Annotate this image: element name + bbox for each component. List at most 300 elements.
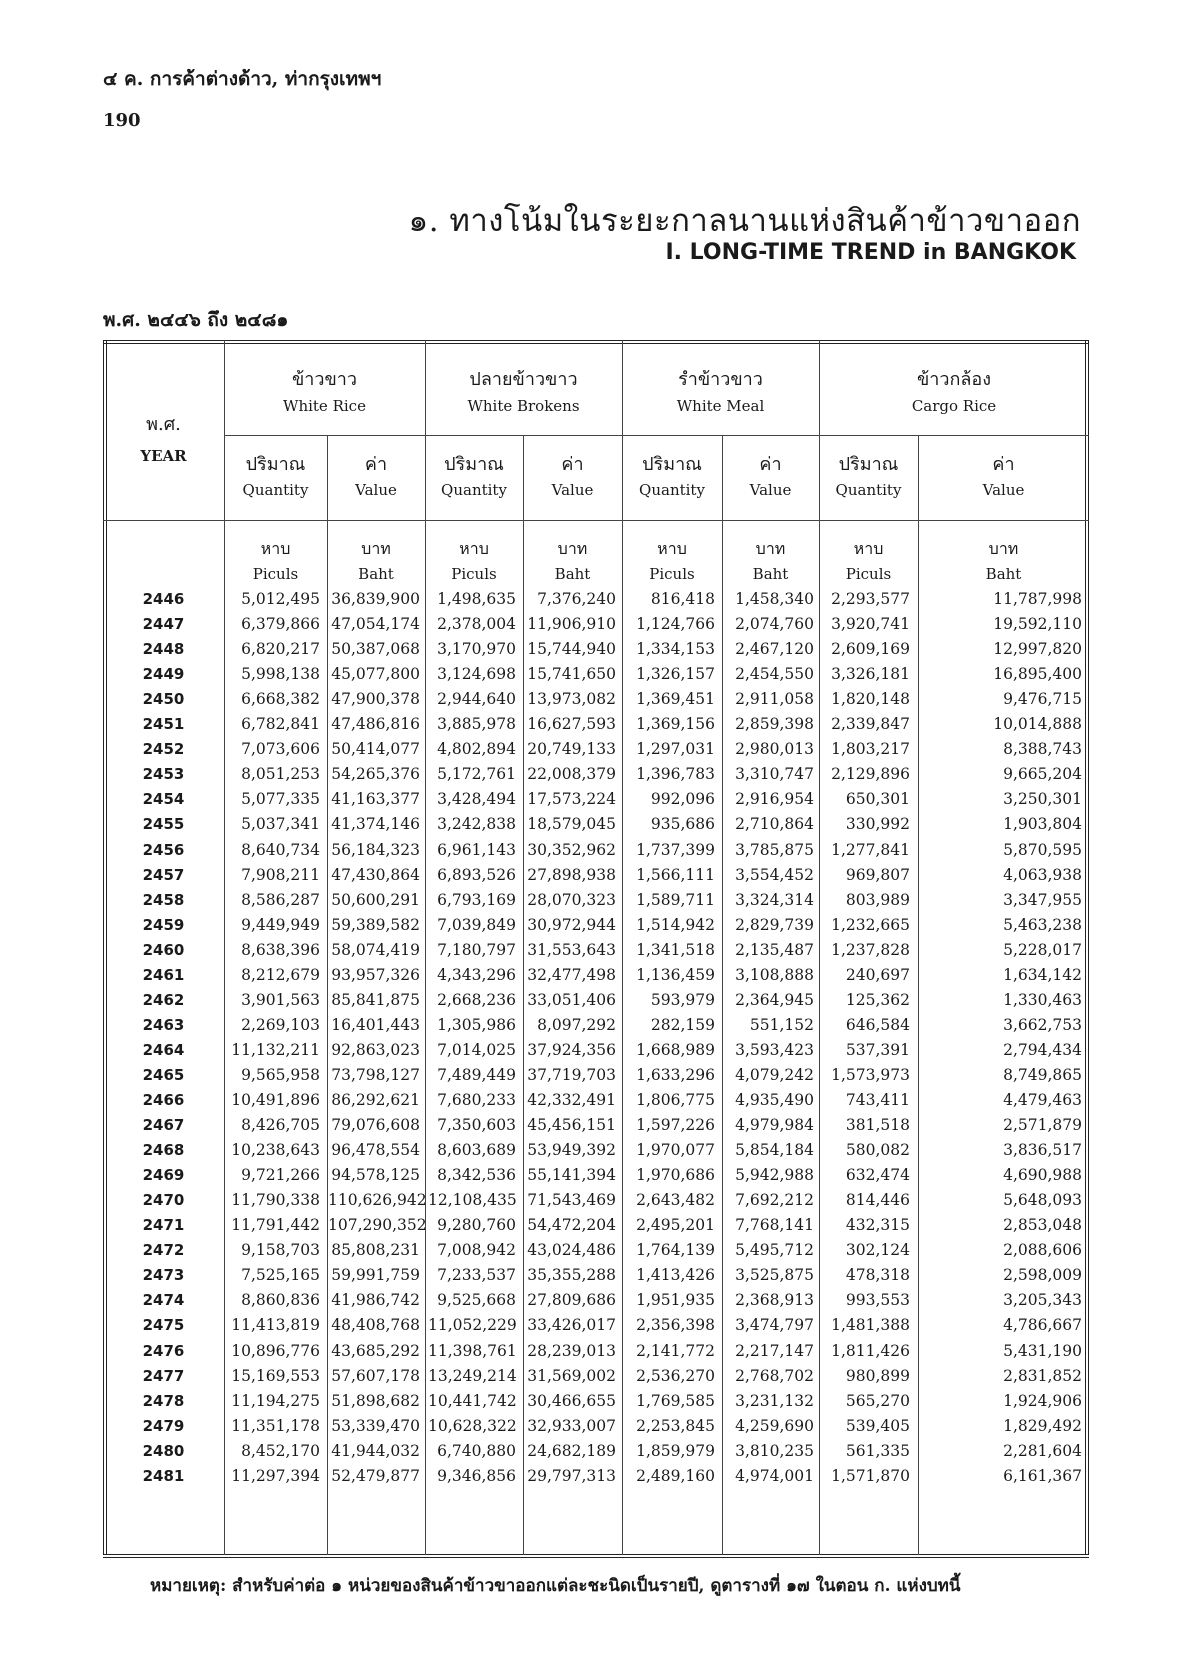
- unit-value-english: Baht: [985, 565, 1022, 583]
- table-cell: 52,479,877: [331, 1466, 420, 1485]
- table-cell: 30,972,944: [527, 915, 616, 934]
- table-cell: 19,592,110: [993, 615, 1082, 634]
- table-cell: 53,949,392: [527, 1141, 616, 1160]
- unit-value-thai: บาท: [755, 539, 786, 558]
- table-cell: 9,665,204: [1003, 765, 1082, 784]
- table-cell: 10,014,888: [993, 715, 1082, 734]
- footnote: หมายเหตุ: สำหรับค่าต่อ ๑ หน่วยของสินค้าข้าวขาออกแต่ละชะนิดเป็นรายปี, ดูตารางที่ ๑๗ ในตอน ก. แห่งบทนี้: [150, 1576, 961, 1596]
- table-cell: 31,553,643: [527, 940, 616, 959]
- table-cell: 8,342,536: [437, 1166, 516, 1185]
- table-cell: 42,332,491: [527, 1091, 616, 1109]
- year-cell: 2453: [142, 765, 185, 784]
- table-cell: 20,749,133: [527, 740, 616, 759]
- table-cell: 37,719,703: [527, 1065, 616, 1084]
- table-cell: 3,474,797: [735, 1316, 814, 1335]
- table-cell: 94,578,125: [331, 1166, 420, 1185]
- unit-value-thai: บาท: [988, 539, 1019, 558]
- table-cell: 8,097,292: [537, 1015, 616, 1034]
- table-cell: 8,860,836: [241, 1291, 320, 1310]
- table-cell: 11,398,761: [428, 1341, 517, 1360]
- table-cell: 30,352,962: [527, 840, 616, 859]
- table-cell: 969,807: [845, 865, 910, 884]
- table-cell: 110,626,942: [328, 1191, 427, 1210]
- unit-quantity-english: Piculs: [252, 565, 299, 583]
- table-cell: 2,911,058: [735, 690, 814, 709]
- table-cell: 32,477,498: [527, 965, 616, 984]
- table-cell: 2,768,702: [735, 1366, 814, 1385]
- table-cell: 85,808,231: [331, 1241, 420, 1260]
- table-cell: 4,974,001: [735, 1466, 814, 1485]
- table-cell: 1,859,979: [636, 1441, 715, 1460]
- table-cell: 18,579,045: [527, 815, 616, 834]
- unit-quantity-english: Piculs: [451, 565, 497, 583]
- table-cell: 1,413,426: [636, 1266, 715, 1285]
- year-cell: 2448: [142, 640, 185, 659]
- subheader-quantity-english: Quantity: [835, 481, 902, 499]
- table-cell: 37,924,356: [527, 1040, 616, 1059]
- table-cell: 11,413,819: [231, 1316, 320, 1335]
- year-cell: 2460: [142, 940, 185, 959]
- table-cell: 22,008,379: [527, 765, 616, 784]
- table-cell: 551,152: [749, 1015, 814, 1034]
- year-cell: 2458: [142, 890, 185, 909]
- table-cell: 1,396,783: [636, 765, 715, 784]
- table-cell: 79,076,608: [331, 1116, 420, 1135]
- table-cell: 282,159: [650, 1015, 715, 1034]
- subheader-value-english: Value: [982, 481, 1025, 499]
- table-cell: 3,428,494: [437, 790, 516, 809]
- table-cell: 1,597,226: [636, 1116, 715, 1135]
- table-cell: 1,764,139: [636, 1241, 715, 1260]
- year-cell: 2478: [142, 1391, 185, 1410]
- table-cell: 5,172,761: [437, 765, 516, 784]
- table-cell: 11,791,442: [231, 1216, 320, 1235]
- table-cell: 2,794,434: [1003, 1040, 1082, 1059]
- table-cell: 5,228,017: [1003, 940, 1082, 959]
- table-cell: 27,809,686: [527, 1291, 616, 1310]
- table-cell: 3,920,741: [831, 615, 910, 634]
- table-cell: 57,607,178: [331, 1366, 420, 1385]
- subheader-value-thai: ค่า: [364, 454, 388, 475]
- table-cell: 8,051,253: [241, 765, 320, 784]
- table-cell: 4,479,463: [1003, 1091, 1082, 1109]
- subheader-quantity-thai: ปริมาณ: [838, 454, 899, 475]
- table-cell: 3,836,517: [1003, 1141, 1082, 1160]
- table-cell: 6,668,382: [241, 690, 320, 709]
- unit-value-thai: บาท: [361, 539, 391, 558]
- year-cell: 2471: [142, 1216, 185, 1235]
- header-rule: [103, 520, 1089, 521]
- year-cell: 2450: [142, 690, 185, 709]
- table-cell: 5,463,238: [1003, 915, 1082, 934]
- table-cell: 2,710,864: [735, 815, 814, 834]
- unit-value-english: Baht: [554, 565, 591, 583]
- table-cell: 5,037,341: [241, 815, 320, 834]
- unit-quantity-english: Piculs: [845, 565, 892, 583]
- table-cell: 73,798,127: [331, 1065, 420, 1084]
- table-cell: 1,514,942: [636, 915, 715, 934]
- table-cell: 6,379,866: [241, 615, 320, 634]
- table-cell: 2,356,398: [636, 1316, 715, 1335]
- table-cell: 8,426,705: [241, 1116, 320, 1135]
- table-cell: 7,008,942: [437, 1241, 516, 1260]
- table-cell: 3,242,838: [437, 815, 516, 834]
- table-cell: 15,741,650: [527, 665, 616, 684]
- subheader-value-english: Value: [355, 481, 397, 499]
- table-cell: 2,269,103: [241, 1015, 320, 1034]
- table-cell: 4,690,988: [1003, 1166, 1082, 1185]
- year-cell: 2459: [142, 915, 185, 934]
- table-cell: 7,350,603: [437, 1116, 516, 1135]
- table-cell: 16,627,593: [527, 715, 616, 734]
- table-cell: 4,979,984: [735, 1116, 814, 1135]
- table-cell: 5,870,595: [1003, 840, 1082, 859]
- table-cell: 1,820,148: [831, 690, 910, 709]
- table-cell: 5,431,190: [1003, 1341, 1082, 1360]
- year-cell: 2468: [142, 1141, 185, 1160]
- table-cell: 7,376,240: [537, 590, 616, 608]
- table-cell: 45,077,800: [331, 665, 420, 684]
- table-cell: 935,686: [650, 815, 715, 834]
- table-cell: 2,916,954: [735, 790, 814, 809]
- table-cell: 9,449,949: [241, 915, 320, 934]
- table-cell: 1,330,463: [1003, 990, 1082, 1009]
- table-cell: 1,924,906: [1003, 1391, 1082, 1410]
- year-cell: 2476: [142, 1341, 185, 1360]
- table-cell: 2,368,913: [735, 1291, 814, 1310]
- year-cell: 2477: [142, 1366, 185, 1385]
- table-cell: 2,253,845: [636, 1416, 715, 1435]
- table-cell: 16,895,400: [993, 665, 1082, 684]
- table-cell: 5,077,335: [241, 790, 320, 809]
- table-cell: 85,841,875: [331, 990, 420, 1009]
- table-cell: 1,769,585: [636, 1391, 715, 1410]
- table-cell: 43,024,486: [527, 1241, 616, 1260]
- table-cell: 2,609,169: [831, 640, 910, 659]
- table-cell: 6,740,880: [437, 1441, 516, 1460]
- table-cell: 2,339,847: [831, 715, 910, 734]
- table-cell: 6,793,169: [437, 890, 516, 909]
- table-cell: 3,593,423: [735, 1040, 814, 1059]
- table-cell: 7,039,849: [437, 915, 516, 934]
- table-cell: 8,586,287: [241, 890, 320, 909]
- table-cell: 41,986,742: [331, 1291, 420, 1310]
- table-cell: 1,829,492: [1003, 1416, 1082, 1435]
- year-cell: 2470: [142, 1191, 185, 1210]
- table-cell: 8,640,734: [241, 840, 320, 859]
- title-thai: ๑. ทางโน้มในระยะกาลนานแห่งสินค้าข้าวขาออก: [408, 203, 1081, 239]
- table-cell: 432,315: [845, 1216, 910, 1235]
- table-cell: 302,124: [845, 1241, 910, 1260]
- table-cell: 7,073,606: [241, 740, 320, 759]
- year-cell: 2461: [142, 965, 185, 984]
- table-cell: 7,233,537: [437, 1266, 516, 1285]
- unit-quantity-english: Piculs: [649, 565, 695, 583]
- year-cell: 2454: [142, 790, 185, 809]
- year-cell: 2464: [142, 1040, 185, 1059]
- table-cell: 96,478,554: [331, 1141, 420, 1160]
- table-cell: 8,452,170: [241, 1441, 320, 1460]
- table-cell: 1,277,841: [831, 840, 910, 859]
- table-cell: 2,853,048: [1003, 1216, 1082, 1235]
- table-cell: 7,908,211: [241, 865, 320, 884]
- table-cell: 2,281,604: [1003, 1441, 1082, 1460]
- table-cell: 2,141,772: [636, 1341, 715, 1360]
- table-cell: 5,998,138: [241, 665, 320, 684]
- table-cell: 47,054,174: [331, 615, 420, 634]
- table-cell: 803,989: [845, 890, 910, 909]
- table-cell: 2,378,004: [437, 615, 516, 634]
- table-cell: 7,692,212: [735, 1191, 814, 1210]
- table-cell: 3,231,132: [735, 1391, 814, 1410]
- table-cell: 2,074,760: [735, 615, 814, 634]
- year-cell: 2465: [142, 1065, 185, 1084]
- table-cell: 31,569,002: [527, 1366, 616, 1385]
- col-divider: [425, 340, 426, 1555]
- table-cell: 56,184,323: [331, 840, 420, 859]
- year-cell: 2467: [142, 1116, 185, 1135]
- unit-quantity-thai: หาบ: [260, 539, 291, 558]
- table-cell: 2,489,160: [636, 1466, 715, 1485]
- table-cell: 5,495,712: [735, 1241, 814, 1260]
- table-cell: 3,525,875: [735, 1266, 814, 1285]
- table-cell: 58,074,419: [331, 940, 420, 959]
- unit-quantity-thai: หาบ: [853, 539, 884, 558]
- table-cell: 1,136,459: [636, 965, 715, 984]
- table-cell: 1,811,426: [831, 1341, 910, 1360]
- table-cell: 50,387,068: [331, 640, 420, 659]
- table-cell: 1,737,399: [636, 840, 715, 859]
- table-cell: 5,648,093: [1003, 1191, 1082, 1210]
- year-cell: 2463: [142, 1015, 185, 1034]
- subheader-quantity-english: Quantity: [242, 481, 309, 499]
- table-cell: 92,863,023: [331, 1040, 420, 1059]
- table-cell: 45,456,151: [527, 1116, 616, 1135]
- unit-value-english: Baht: [752, 565, 789, 583]
- table-cell: 478,318: [845, 1266, 910, 1285]
- table-cell: 2,293,577: [831, 590, 910, 608]
- year-cell: 2473: [142, 1266, 185, 1285]
- table-cell: 41,163,377: [331, 790, 420, 809]
- table-cell: 2,859,398: [735, 715, 814, 734]
- table-cell: 47,486,816: [331, 715, 420, 734]
- year-cell: 2481: [142, 1466, 185, 1485]
- table-cell: 7,768,141: [735, 1216, 814, 1235]
- table-cell: 561,335: [845, 1441, 910, 1460]
- table-cell: 3,124,698: [437, 665, 516, 684]
- table-cell: 13,249,214: [428, 1366, 517, 1385]
- table-cell: 993,553: [845, 1291, 910, 1310]
- table-cell: 3,347,955: [1003, 890, 1082, 909]
- year-cell: 2474: [142, 1291, 185, 1310]
- title-english: I. LONG-TIME TREND in BANGKOK: [665, 240, 1076, 265]
- col-divider: [224, 340, 225, 1555]
- table-cell: 4,063,938: [1003, 865, 1082, 884]
- table-cell: 51,898,682: [331, 1391, 420, 1410]
- table-cell: 1,458,340: [735, 590, 814, 608]
- table-cell: 2,598,009: [1003, 1266, 1082, 1285]
- table-cell: 9,280,760: [437, 1216, 516, 1235]
- year-cell: 2462: [142, 990, 185, 1009]
- table-cell: 2,643,482: [636, 1191, 715, 1210]
- table-cell: 11,790,338: [231, 1191, 320, 1210]
- table-cell: 11,052,229: [428, 1316, 517, 1335]
- table-cell: 1,970,077: [636, 1141, 715, 1160]
- table-cell: 8,212,679: [241, 965, 320, 984]
- year-cell: 2480: [142, 1441, 185, 1460]
- period-label: พ.ศ. ๒๔๔๖ ถึง ๒๔๘๑: [103, 309, 289, 331]
- table-cell: 240,697: [845, 965, 910, 984]
- table-cell: 11,351,178: [231, 1416, 320, 1435]
- table-cell: 2,831,852: [1003, 1366, 1082, 1385]
- table-cell: 2,829,739: [735, 915, 814, 934]
- subheader-value-english: Value: [551, 481, 594, 499]
- table-cell: 539,405: [845, 1416, 910, 1435]
- table-cell: 8,749,865: [1003, 1065, 1082, 1084]
- table-cell: 30,466,655: [527, 1391, 616, 1410]
- table-cell: 593,979: [650, 990, 715, 1009]
- table-cell: 8,603,689: [437, 1141, 516, 1160]
- subheader-quantity-thai: ปริมาณ: [444, 454, 504, 475]
- table-cell: 1,326,157: [636, 665, 715, 684]
- table-cell: 11,297,394: [231, 1466, 320, 1485]
- table-cell: 17,573,224: [527, 790, 616, 809]
- subheader-value-thai: ค่า: [759, 454, 782, 475]
- table-cell: 54,265,376: [331, 765, 420, 784]
- year-cell: 2472: [142, 1241, 185, 1260]
- subheader-quantity-english: Quantity: [441, 481, 507, 499]
- table-cell: 1,369,451: [636, 690, 715, 709]
- subheader-quantity-english: Quantity: [639, 481, 705, 499]
- table-cell: 1,481,388: [831, 1316, 910, 1335]
- table-cell: 4,343,296: [437, 965, 516, 984]
- table-cell: 2,571,879: [1003, 1116, 1082, 1135]
- table-cell: 743,411: [845, 1091, 910, 1109]
- table-cell: 9,476,715: [1003, 690, 1082, 709]
- table-cell: 15,744,940: [527, 640, 616, 659]
- table-cell: 10,896,776: [231, 1341, 320, 1360]
- table-cell: 2,364,945: [735, 990, 814, 1009]
- table-cell: 4,802,894: [437, 740, 516, 759]
- page-number: 190: [103, 110, 141, 131]
- table-cell: 3,810,235: [735, 1441, 814, 1460]
- table-cell: 816,418: [650, 590, 715, 608]
- table-cell: 2,944,640: [437, 690, 516, 709]
- table-cell: 1,634,142: [1003, 965, 1082, 984]
- table-cell: 7,680,233: [437, 1091, 516, 1109]
- table-cell: 1,369,156: [636, 715, 715, 734]
- year-cell: 2457: [142, 865, 185, 884]
- table-cell: 33,426,017: [527, 1316, 616, 1335]
- table-cell: 11,787,998: [993, 590, 1082, 608]
- table-cell: 580,082: [845, 1141, 910, 1160]
- table-cell: 3,205,343: [1003, 1291, 1082, 1310]
- table-cell: 10,238,643: [231, 1141, 320, 1160]
- subheader-quantity-thai: ปริมาณ: [245, 454, 306, 475]
- group-header-white-meal-english: White Meal: [676, 397, 765, 415]
- table-cell: 537,391: [845, 1040, 910, 1059]
- table-cell: 27,898,938: [527, 865, 616, 884]
- table-cell: 6,161,367: [1003, 1466, 1082, 1485]
- table-cell: 93,957,326: [331, 965, 420, 984]
- table-cell: 28,239,013: [527, 1341, 616, 1360]
- table-cell: 59,389,582: [331, 915, 420, 934]
- group-header-cargo-rice-english: Cargo Rice: [911, 397, 997, 415]
- table-cell: 1,806,775: [636, 1091, 715, 1109]
- table-cell: 8,638,396: [241, 940, 320, 959]
- table-cell: 2,536,270: [636, 1366, 715, 1385]
- table-cell: 35,355,288: [527, 1266, 616, 1285]
- group-header-white-meal-thai: รำข้าวขาว: [678, 369, 763, 390]
- table-cell: 814,446: [845, 1191, 910, 1210]
- table-cell: 632,474: [845, 1166, 910, 1185]
- table-cell: 7,014,025: [437, 1040, 516, 1059]
- col-divider: [622, 340, 623, 1555]
- year-cell: 2475: [142, 1316, 185, 1335]
- table-cell: 125,362: [845, 990, 910, 1009]
- table-cell: 6,961,143: [437, 840, 516, 859]
- table-cell: 3,108,888: [735, 965, 814, 984]
- table-cell: 1,571,870: [831, 1466, 910, 1485]
- unit-quantity-thai: หาบ: [459, 539, 489, 558]
- table-cell: 43,685,292: [331, 1341, 420, 1360]
- unit-quantity-thai: หาบ: [657, 539, 687, 558]
- group-header-cargo-rice-thai: ข้าวกล้อง: [916, 369, 992, 390]
- table-cell: 53,339,470: [331, 1416, 420, 1435]
- col-divider: [918, 435, 919, 1555]
- table-cell: 6,820,217: [241, 640, 320, 659]
- group-header-white-rice-english: White Rice: [283, 397, 366, 415]
- table-cell: 47,430,864: [331, 865, 420, 884]
- table-cell: 86,292,621: [331, 1091, 420, 1109]
- year-cell: 2469: [142, 1166, 185, 1185]
- table-bottom-rule: [103, 1554, 1089, 1558]
- group-header-white-brokens-english: White Brokens: [467, 397, 580, 415]
- table-cell: 24,682,189: [527, 1441, 616, 1460]
- table-cell: 646,584: [845, 1015, 910, 1034]
- table-cell: 381,518: [845, 1116, 910, 1135]
- table-cell: 9,158,703: [241, 1241, 320, 1260]
- table-cell: 10,628,322: [428, 1416, 517, 1435]
- table-cell: 71,543,469: [527, 1191, 616, 1210]
- table-cell: 1,803,217: [831, 740, 910, 759]
- table-cell: 6,782,841: [241, 715, 320, 734]
- table-cell: 1,498,635: [437, 590, 516, 608]
- table-top-rule: [103, 340, 1089, 344]
- unit-value-thai: บาท: [557, 539, 588, 558]
- table-cell: 4,786,667: [1003, 1316, 1082, 1335]
- table-cell: 11,906,910: [527, 615, 616, 634]
- table-cell: 1,341,518: [636, 940, 715, 959]
- table-cell: 1,589,711: [636, 890, 715, 909]
- table-cell: 2,135,487: [735, 940, 814, 959]
- table-cell: 330,992: [845, 815, 910, 834]
- table-cell: 41,374,146: [331, 815, 420, 834]
- table-cell: 47,900,378: [331, 690, 420, 709]
- table-cell: 7,489,449: [437, 1065, 516, 1084]
- table-cell: 32,933,007: [527, 1416, 616, 1435]
- table-cell: 10,491,896: [231, 1091, 320, 1109]
- table-cell: 565,270: [845, 1391, 910, 1410]
- group-header-white-brokens-thai: ปลายข้าวขาว: [469, 369, 578, 390]
- table-cell: 5,942,988: [735, 1166, 814, 1185]
- subheader-value-thai: ค่า: [992, 454, 1015, 475]
- year-cell: 2466: [142, 1091, 185, 1109]
- table-cell: 3,662,753: [1003, 1015, 1082, 1034]
- table-cell: 3,170,970: [437, 640, 516, 659]
- year-cell: 2449: [142, 665, 185, 684]
- table-cell: 9,346,856: [437, 1466, 516, 1485]
